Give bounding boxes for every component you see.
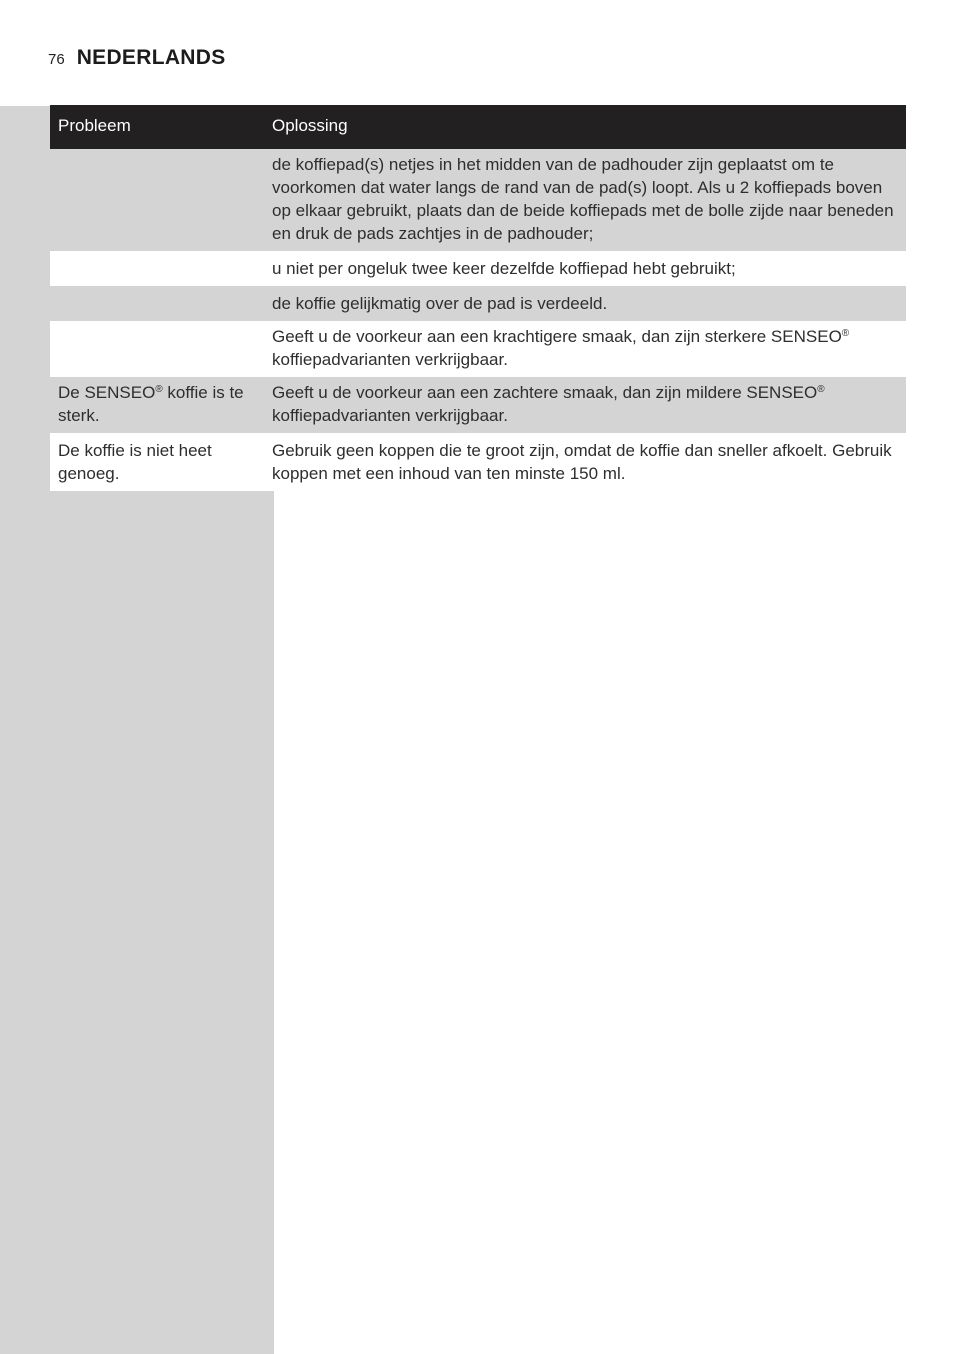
table-header-row — [50, 105, 906, 149]
problem-text: De SENSEO — [58, 383, 156, 402]
solution-cell: de koffie gelijkmatig over de pad is verdeeld. — [264, 286, 906, 321]
column-header-solution: Oplossing — [264, 105, 906, 149]
problem-cell — [50, 149, 264, 251]
registered-mark: ® — [155, 384, 163, 395]
table-row — [50, 433, 906, 491]
problem-text: koffie is te sterk. — [58, 383, 244, 425]
solution-cell: de koffiepad(s) netjes in het midden van de padhouder zijn geplaatst om te voorkomen dat water langs de rand van de pad(s) loopt. Als u 2 koffiepads boven op elkaar gebruikt, plaats dan de beide koffiepads met de bolle zijde naar beneden en druk de pads zachtjes in de padhouder; — [264, 149, 906, 251]
column-header-problem: Probleem — [50, 105, 264, 149]
solution-cell: u niet per ongeluk twee keer dezelfde koffiepad hebt gebruikt; — [264, 251, 906, 286]
troubleshooting-table — [50, 105, 906, 491]
page-number: 76 — [48, 51, 65, 68]
table-row — [50, 286, 906, 321]
solution-cell — [264, 377, 906, 433]
problem-cell — [50, 377, 264, 433]
table-row — [50, 321, 906, 377]
solution-text: koffiepadvarianten verkrijgbaar. — [272, 350, 508, 369]
problem-cell — [50, 286, 264, 321]
solution-cell: Gebruik geen koppen die te groot zijn, omdat de koffie dan sneller afkoelt. Gebruik koppen met een inhoud van ten minste 150 ml. — [264, 433, 906, 491]
solution-text: Geeft u de voorkeur aan een zachtere smaak, dan zijn mildere SENSEO — [272, 383, 818, 402]
solution-cell — [264, 321, 906, 377]
table-row — [50, 251, 906, 286]
solution-text: Geeft u de voorkeur aan een krachtigere smaak, dan zijn sterkere SENSEO — [272, 327, 842, 346]
page-header — [48, 46, 226, 76]
registered-mark: ® — [817, 384, 825, 395]
registered-mark: ® — [841, 328, 850, 339]
problem-cell — [50, 321, 264, 377]
section-title: NEDERLANDS — [76, 46, 226, 69]
table-row — [50, 149, 906, 251]
problem-cell — [50, 251, 264, 286]
solution-text: koffiepadvarianten verkrijgbaar. — [272, 406, 508, 425]
table-row — [50, 377, 906, 433]
problem-cell: De koffie is niet heet genoeg. — [50, 433, 264, 491]
